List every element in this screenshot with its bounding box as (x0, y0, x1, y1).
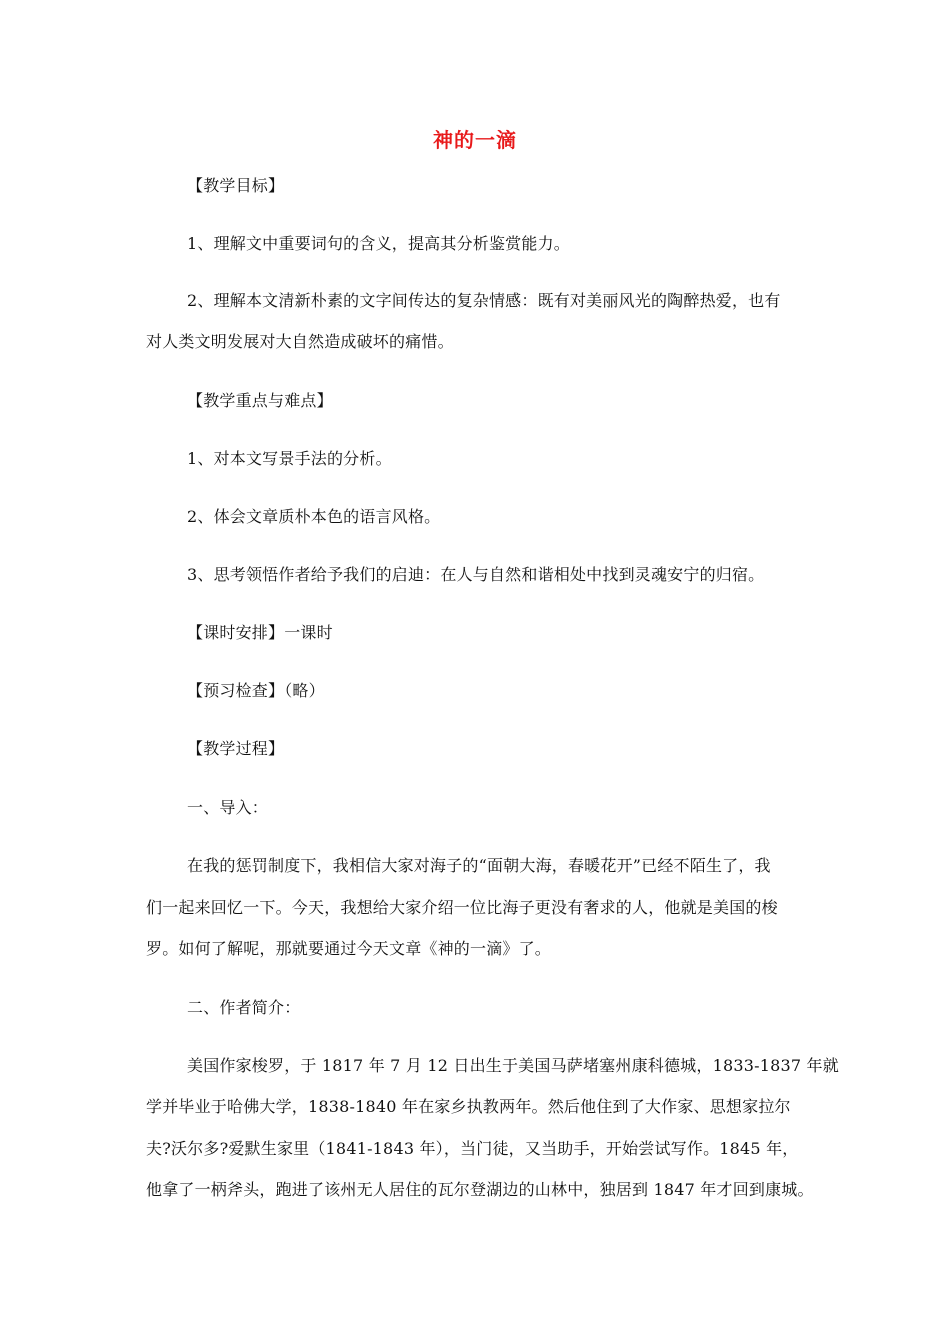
paragraph-line: 1、对本文写景手法的分析。 (187, 449, 392, 468)
paragraph-line: 学并毕业于哈佛大学，1838-1840 年在家乡执教两年。然后他住到了大作家、思想家拉尔 (146, 1097, 791, 1116)
paragraph-line: 他拿了一柄斧头，跑进了该州无人居住的瓦尔登湖边的山林中，独居到 1847 年才回到康城。 (146, 1180, 814, 1199)
subheading-author: 二、作者简介： (187, 998, 301, 1017)
paragraph-line: 夫?沃尔多?爱默生家里（1841-1843 年），当门徒，又当助手，开始尝试写作。1845 年， (146, 1139, 799, 1158)
section-heading-process: 【教学过程】 (187, 739, 285, 758)
subheading-intro: 一、导入： (187, 798, 269, 817)
document-title: 神的一滴 (433, 128, 517, 152)
paragraph-line: 3、思考领悟作者给予我们的启迪：在人与自然和谐相处中找到灵魂安宁的归宿。 (187, 565, 765, 584)
paragraph-line: 罗。如何了解呢，那就要通过今天文章《神的一滴》了。 (146, 939, 552, 958)
paragraph-line: 在我的惩罚制度下，我相信大家对海子的“面朝大海，春暖花开”已经不陌生了，我 (187, 856, 771, 875)
section-heading-preview: 【预习检查】（略） (187, 681, 325, 700)
section-heading-schedule: 【课时安排】一课时 (187, 623, 333, 642)
section-heading-key-points: 【教学重点与难点】 (187, 391, 333, 410)
section-heading-objectives: 【教学目标】 (187, 176, 285, 195)
paragraph-line: 美国作家梭罗，于 1817 年 7 月 12 日出生于美国马萨堵塞州康科德城，1833-1837 年就 (187, 1056, 839, 1075)
paragraph-line: 们一起来回忆一下。今天，我想给大家介绍一位比海子更没有奢求的人，他就是美国的梭 (146, 898, 778, 917)
paragraph-line: 2、体会文章质朴本色的语言风格。 (187, 507, 441, 526)
paragraph-line: 对人类文明发展对大自然造成破坏的痛惜。 (146, 332, 454, 351)
paragraph-line: 2、理解本文清新朴素的文字间传达的复杂情感：既有对美丽风光的陶醉热爱，也有 (187, 291, 781, 310)
paragraph-line: 1、理解文中重要词句的含义，提高其分析鉴赏能力。 (187, 234, 570, 253)
